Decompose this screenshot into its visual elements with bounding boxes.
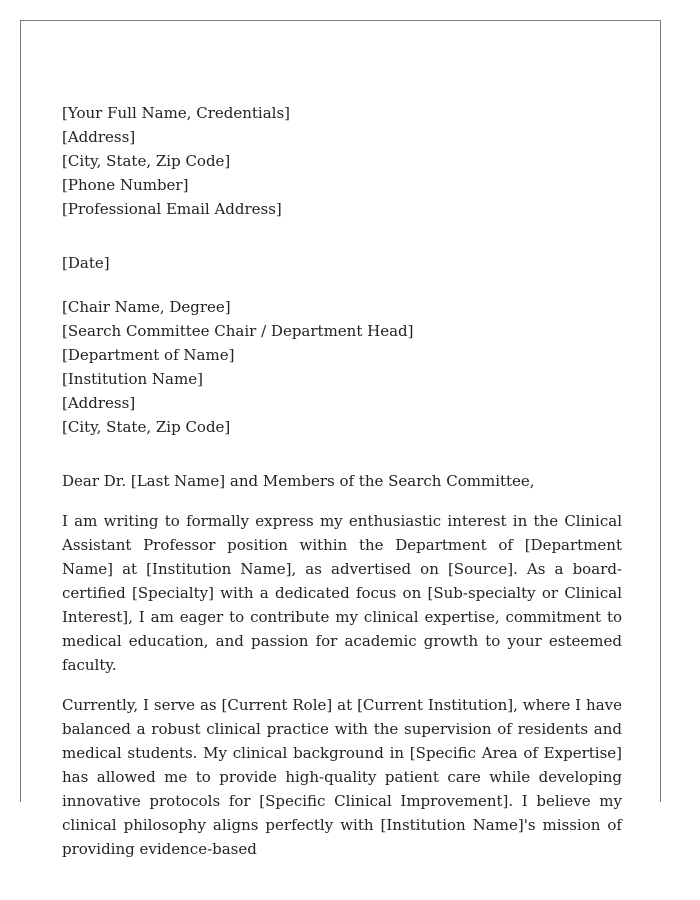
recipient-institution: [Institution Name] — [62, 370, 203, 388]
recipient-department: [Department of Name] — [62, 346, 235, 364]
recipient-address-block — [62, 295, 622, 439]
paragraph-intro: I am writing to formally express my enthusiastic interest in the Clinical Assistant Professor position within the Department of [Department Name] at [Institution Name], as advertised on [Source]. As a board-certified [Specialty] with a dedicated focus on [Sub-specialty or Clinical Interest], I am eager to contribute my clinical expertise, commitment to medical education, and passion for academic growth to your esteemed faculty. — [62, 512, 622, 674]
sender-address-block — [62, 101, 622, 221]
document-page — [20, 20, 661, 858]
sender-city-state-zip: [City, State, Zip Code] — [62, 152, 231, 170]
letter-date: [Date] — [62, 254, 110, 272]
salutation: Dear Dr. [Last Name] and Members of the Search Committee, — [62, 472, 535, 490]
sender-phone: [Phone Number] — [62, 176, 189, 194]
paragraph-current-role: Currently, I serve as [Current Role] at [Current Institution], where I have balanced a robust clinical practice with the supervision of residents and medical students. My clinical background in [Specific Area of Expertise] has allowed me to provide high-quality patient care while developing innovative protocols for [Specific Clinical Improvement]. I believe my clinical philosophy aligns perfectly with [Institution Name]'s mission of providing evidence-based — [62, 696, 622, 858]
date-block — [62, 251, 622, 275]
sender-email: [Professional Email Address] — [62, 200, 282, 218]
letter-body — [62, 101, 622, 877]
sender-name: [Your Full Name, Credentials] — [62, 104, 290, 122]
sender-address: [Address] — [62, 128, 136, 146]
recipient-address: [Address] — [62, 394, 136, 412]
recipient-name: [Chair Name, Degree] — [62, 298, 231, 316]
recipient-city-state-zip: [City, State, Zip Code] — [62, 418, 231, 436]
recipient-title: [Search Committee Chair / Department Head] — [62, 322, 414, 340]
